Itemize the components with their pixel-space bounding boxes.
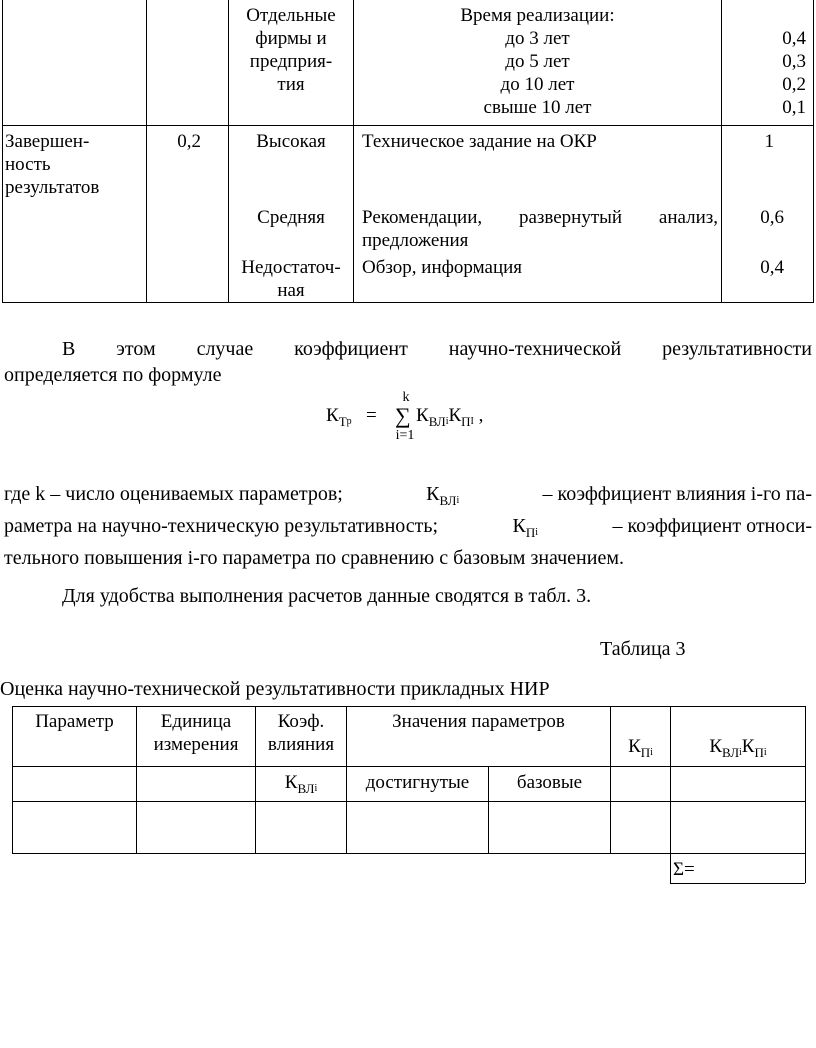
cell-line: свыше 10 лет xyxy=(483,97,592,118)
cell-line: 0,1 xyxy=(782,97,806,118)
weight-cell: 0,2 xyxy=(177,131,201,152)
table-label: Таблица 3 xyxy=(600,638,686,660)
header-product: $К_{ВЛ}iК_Пi$ xyxy=(709,736,767,760)
subheader-kvl: $К_{ВЛ}i$ xyxy=(284,772,318,796)
value-cell: 1 xyxy=(764,131,774,152)
cell-line: 0,3 xyxy=(782,51,806,72)
level-cell: Высокая xyxy=(256,131,326,152)
value-cell: 0,4 xyxy=(760,257,784,278)
level-cell: Средняя xyxy=(257,207,325,228)
criterion-cell xyxy=(362,206,718,252)
cell-line: Коэф. xyxy=(277,711,325,732)
table-border xyxy=(670,883,805,884)
level-cell xyxy=(229,256,353,302)
cell-line: Недостаточ- xyxy=(241,257,341,278)
cell-line: до 5 лет xyxy=(505,51,570,72)
cell-line: Отдельные xyxy=(246,5,336,26)
level-cell xyxy=(229,4,353,96)
cell-line: результатов xyxy=(5,177,100,198)
sum-upper-limit: k xyxy=(402,390,410,405)
formula-symbol: $К_Тр$ xyxy=(326,405,352,429)
formula-equals: = xyxy=(366,405,377,426)
intro-paragraph xyxy=(4,336,812,388)
table-border xyxy=(2,125,814,126)
table-border xyxy=(12,801,805,802)
parameter-cell xyxy=(5,130,145,199)
paragraph-line: В этом случае коэффициент научно-технической результативности xyxy=(62,338,812,360)
table-border xyxy=(805,706,806,883)
criterion-cell: Техническое задание на ОКР xyxy=(362,131,597,152)
sum-cell: Σ= xyxy=(673,859,695,880)
cell-line: ность xyxy=(5,154,51,175)
definitions-paragraph xyxy=(4,480,812,573)
formula-terms: $К_{ВЛ}iК_ПI$ , xyxy=(416,405,484,429)
criterion-cell: Обзор, информация xyxy=(362,257,523,278)
cell-line: до 3 лет xyxy=(505,28,570,49)
header-unit xyxy=(137,710,255,756)
value-cell: 0,6 xyxy=(760,207,784,228)
table-border xyxy=(610,706,611,853)
formula xyxy=(326,388,526,448)
cell-line: 0,4 xyxy=(782,28,806,49)
cell-line: Рекомендации, развернутый анализ, xyxy=(362,207,718,228)
table-border xyxy=(12,766,805,767)
cell-line: предложения xyxy=(362,230,469,251)
sum-icon: ∑ xyxy=(395,403,411,428)
subheader-base: базовые xyxy=(516,772,583,793)
calc-note: Для удобства выполнения расчетов данные сводятся в табл. 3. xyxy=(62,585,592,607)
criterion-cell xyxy=(354,4,721,119)
cell-line: тия xyxy=(277,74,305,95)
header-coefficient xyxy=(256,710,346,756)
cell-line: Время реализации: xyxy=(460,5,615,26)
cell-line: предприя- xyxy=(249,51,333,72)
table-border xyxy=(813,0,814,302)
coef-symbol: $К_Пi$ xyxy=(512,515,539,540)
cell-line: ная xyxy=(277,280,305,301)
coef-symbol: $К_{ВЛ}i$ xyxy=(426,483,460,508)
table-border xyxy=(12,853,805,854)
header-values: Значения параметров xyxy=(392,711,565,732)
paragraph-line: тельного повышения i-го параметра по сравнению с базовым значением. xyxy=(4,547,624,569)
sum-lower-limit: i=1 xyxy=(395,428,415,443)
cell-line: Завершен- xyxy=(5,131,90,152)
cell-line: 0,2 xyxy=(782,74,806,95)
cell-line: до 10 лет xyxy=(500,74,575,95)
cell-line: фирмы и xyxy=(255,28,327,49)
table-title: Оценка научно-технической результативности прикладных НИР xyxy=(0,678,550,700)
table-border xyxy=(2,302,814,303)
paragraph-line: определяется по формуле xyxy=(4,364,222,386)
table-border xyxy=(2,0,3,302)
subheader-achieved: достигнутые xyxy=(365,772,470,793)
header-kp: $К_Пi$ xyxy=(628,736,653,760)
paragraph-line: раметра на научно-техническую результативность; $К_Пi$ – коэффициент относи- xyxy=(4,512,812,544)
cell-line: Единица xyxy=(160,711,232,732)
table-border xyxy=(670,706,671,883)
cell-line: измерения xyxy=(153,734,239,755)
value-cell xyxy=(722,27,806,119)
header-parameter: Параметр xyxy=(35,711,114,732)
table-border xyxy=(12,706,805,707)
paragraph-line: где k – число оцениваемых параметров; $К_{ВЛ}i$ – коэффициент влияния i-го па- xyxy=(4,480,812,512)
cell-line: влияния xyxy=(267,734,335,755)
